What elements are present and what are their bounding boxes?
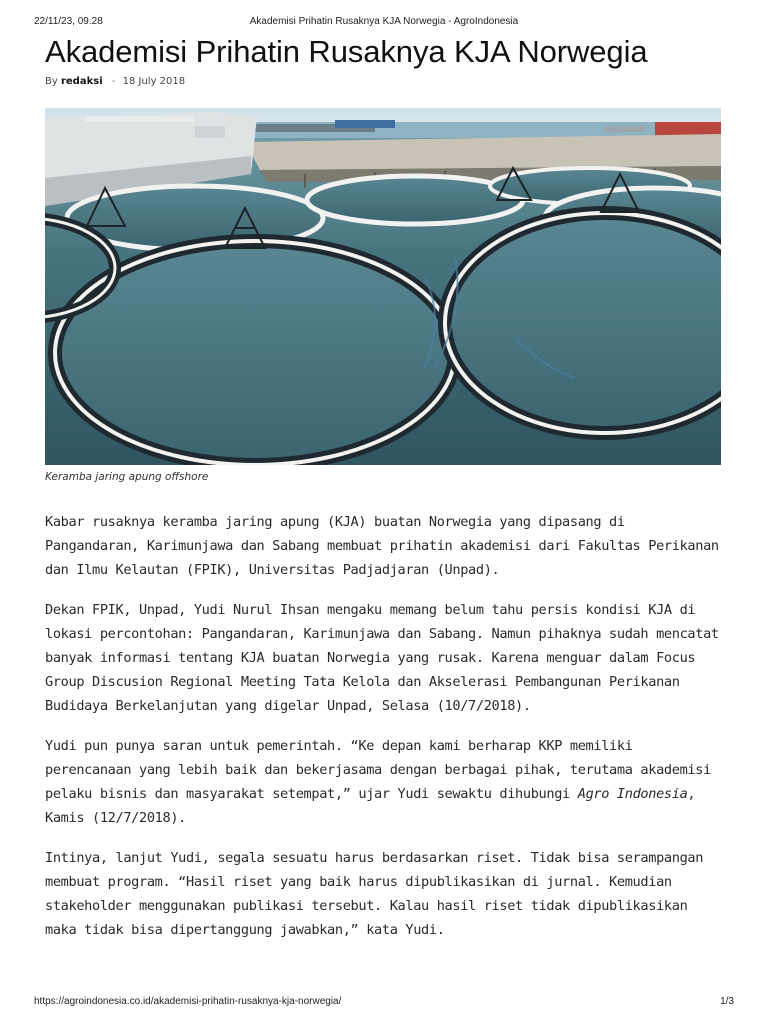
page-number: 1/3 xyxy=(720,996,734,1007)
floating-net-cages-photo xyxy=(45,108,721,465)
author-link[interactable]: redaksi xyxy=(60,76,103,87)
print-header xyxy=(34,16,734,30)
paragraph-3-text: Yudi pun punya saran untuk pemerintah. “Ke depan kami berharap KKP memiliki perencanaan yang lebih baik dan bekerjasama dengan berbagai pihak, terutama akademisi pelaku bisnis dan masyarakat setempat,” ujar Yudi sewaktu dihubungi xyxy=(45,738,711,802)
paragraph-4: Intinya, lanjut Yudi, segala sesuatu harus berdasarkan riset. Tidak bisa serampangan membuat program. “Hasil riset yang baik harus dipublikasikan di jurnal. Kemudian stakeholder menggunakan publikasi tersebut. Kalau hasil riset tidak dipublikasikan maka tidak bisa dipertanggung jawabkan,” kata Yudi. xyxy=(45,850,704,938)
photo-caption: Keramba jaring apung offshore xyxy=(45,471,209,483)
paragraph-2: Dekan FPIK, Unpad, Yudi Nurul Ihsan mengaku memang belum tahu persis kondisi KJA di lokasi percontohan: Pangandaran, Karimunjawa dan Sabang. Namun pihaknya sudah mencatat banyak informasi tentang KJA buatan Norwegia yang rusak. Karena menguar dalam Focus Group Discusion Regional Meeting Tata Kelola dan Akselerasi Pembangunan Perikanan Budidaya Berkelanjutan yang digelar Unpad, Selasa (10/7/2018). xyxy=(45,602,719,714)
print-url: https://agroindonesia.co.id/akademisi-prihatin-rusaknya-kja-norwegia/ xyxy=(34,996,342,1007)
article-title: Akademisi Prihatin Rusaknya KJA Norwegia xyxy=(45,34,648,69)
print-footer xyxy=(34,996,734,1010)
article-photo xyxy=(45,108,721,465)
paragraph-3-end: , Kamis (12/7/2018). xyxy=(45,786,696,826)
article-body xyxy=(45,510,725,958)
meta-separator: - xyxy=(111,76,116,87)
article xyxy=(45,32,725,938)
publish-date: 18 July 2018 xyxy=(122,76,186,87)
print-datetime: 22/11/23, 09.28 xyxy=(34,16,103,27)
publication-name: Agro Indonesia xyxy=(577,786,688,802)
paragraph-3 xyxy=(45,734,725,830)
byline-prefix: By xyxy=(45,76,58,87)
paragraph-1: Kabar rusaknya keramba jaring apung (KJA) buatan Norwegia yang dipasang di Pangandaran, Karimunjawa dan Sabang membuat prihatin akademisi dari Fakultas Perikanan dan Ilmu Kelautan (FPIK), Universitas Padjadjaran (Unpad). xyxy=(45,514,719,578)
print-document-title: Akademisi Prihatin Rusaknya KJA Norwegia - AgroIndonesia xyxy=(249,16,519,27)
article-meta xyxy=(45,76,725,92)
